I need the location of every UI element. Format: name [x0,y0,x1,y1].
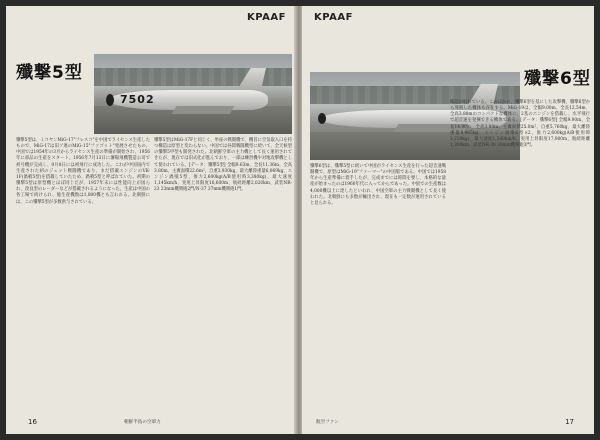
jet-wing [172,106,235,114]
section-title-j5: 殲撃5型 [16,63,83,83]
page-number-right: 17 [565,418,574,426]
body-column-2: 殲撃5型はMiG-17Fと同じく、単座の戦闘機で、機首に空気取入口を持つ構造は原型と変わらない。中国では昼間戦闘機型に続いて、全天候型の殲撃5甲型も開発された。北朝鮮空軍の主力機として長く運用されてきたが、現在では旧式化が進んでおり、一部は練習機や対地攻撃機として使われている。[データ：殲撃5型] 全幅9.63m、全長11.36m、全高3.80m、主翼面積22.6m²、自重3,930kg、最大離陸重量6,069kg、エンジン渦噴5型、推力2,600kg(A/B使用時3,380kg)、最大速度1,145km/h、実用上昇限度16,600m、航続距離2,020km、武装NR-23 23mm機関砲2門/N-37 37mm機関砲1門。 [154,138,292,193]
jet-intake [106,94,114,106]
page-number-left: 16 [28,418,37,426]
running-head-right: KPAAF [314,12,353,23]
magazine-spread [6,6,594,434]
body-column-2: 確認が取れている。このほかに、殲撃6型を基にした攻撃機、殲撃6型から発展した機体も存在する。MiG-19は、全幅9.00m、全長12.54m、全高3.88mのコンパクトな機体に、2基のエンジンを搭載し、水平飛行で超音速を発揮できる機体である。[データ：殲撃6型] 全幅9.00m、全長14.90m、全高3.88m、主翼面積25.0m²、自重5,760kg、最大離陸重量8,965kg、エンジン渦噴6型×2、推力2,600kg(A/B使用時3,250kg)、最大速度1,540km/h、実用上昇限度17,900m、航続距離1,390km、武装NR-30 30mm機関砲3門。 [450,100,590,149]
right-page [302,6,594,434]
photo-j5-aircraft [94,54,292,134]
section-title-j6: 殲撃6型 [524,69,591,89]
running-head-left: KPAAF [247,12,286,23]
left-page [6,6,296,434]
body-column-1: 殲撃5型は、ミコヤンMiG-17"フレスコ"を中国でライセンス生産したもので、MiG-17は旧ソ連のMiG-15"ファゴット"発展させたもの。中国では1954年の3月からライセンス生産の準備が開始され、1956年に部品の生産をスタート。1956年7月13日に瀋陽飛機製造公司で初号機が完成し、9月8日には初飛行に成功した。これが中国国内で生産された初のジェット戦闘機であり、まだ搭載エンジンのVK-1F(渦噴5型)を搭載していたため、渦噴5型と呼ばれていた。初期の殲撃5型は原型機とほぼ同じだが、1957年末には性能向上が図られ、改良型のレーダーなどが搭載されるようになった。生産は中国の各工場で続けられ、総生産機数は1,800機とも言われる。北朝鮮には、この殲撃5型が多数供与されている。 [16,138,150,205]
footer-title-left: 朝鮮半島の空軍力 [124,420,161,425]
footer-title-right: 航空ファン [316,420,339,425]
aircraft-tail-number: 7502 [120,93,155,106]
body-column-1: 殲撃6型は、殲撃5型に続いて中国がライセンス生産を行った超音速戦闘機で、原型はMiG-19"ファーマー"の中国版である。中国では1958年から生産準備に着手したが、完成までには時間を要し、本格的な量産が始まったのは1960年代に入ってからであった。中国での生産数は4,000機以上に達したといわれ、中国空軍の主力戦闘機として長く使われた。北朝鮮にも多数が輸出され、現在も一定数が運用されていると見られる。 [310,164,446,206]
jet-intake [318,113,326,124]
